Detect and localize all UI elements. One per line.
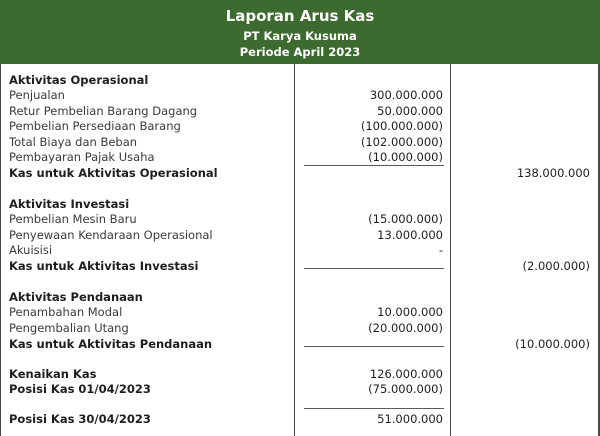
row-value: 50.000.000 bbox=[377, 104, 443, 118]
row-label: Akuisisi bbox=[9, 243, 53, 257]
row-label: Retur Pembelian Barang Dagang bbox=[9, 104, 198, 118]
summary-value: 51.000.000 bbox=[377, 412, 443, 426]
total-value: 138.000.000 bbox=[516, 166, 590, 180]
row-value: (102.000.000) bbox=[360, 135, 443, 149]
total-label: Kas untuk Aktivitas Investasi bbox=[9, 259, 199, 273]
row-value: (15.000.000) bbox=[368, 212, 443, 226]
total-row-pendanaan bbox=[0, 337, 600, 352]
table-row bbox=[0, 212, 600, 227]
posisi-kas-akhir-row bbox=[0, 412, 600, 427]
summary-label: Posisi Kas 30/04/2023 bbox=[9, 412, 151, 426]
row-label: Penyewaan Kendaraan Operasional bbox=[9, 228, 213, 242]
summary-label: Posisi Kas 01/04/2023 bbox=[9, 382, 151, 396]
row-value: (20.000.000) bbox=[368, 321, 443, 335]
row-value: (100.000.000) bbox=[360, 119, 443, 133]
row-value: 300.000.000 bbox=[369, 88, 443, 102]
total-value: (2.000.000) bbox=[522, 259, 590, 273]
table-row bbox=[0, 228, 600, 243]
table-row bbox=[0, 88, 600, 103]
row-label: Pembelian Mesin Baru bbox=[9, 212, 137, 226]
total-row-operasional bbox=[0, 166, 600, 181]
row-value: - bbox=[438, 243, 443, 257]
summary-label: Kenaikan Kas bbox=[9, 367, 97, 381]
table-row bbox=[0, 104, 600, 119]
report-title: Laporan Arus Kas bbox=[225, 7, 375, 25]
row-value: 10.000.000 bbox=[377, 305, 443, 319]
section-heading-label: Aktivitas Operasional bbox=[9, 73, 149, 87]
section-heading-label: Aktivitas Investasi bbox=[9, 197, 130, 211]
section-heading-operasional bbox=[0, 73, 600, 88]
summary-value: 126.000.000 bbox=[369, 367, 443, 381]
table-row bbox=[0, 321, 600, 336]
report-period: Periode April 2023 bbox=[239, 45, 361, 59]
total-row-investasi bbox=[0, 259, 600, 274]
table-row bbox=[0, 119, 600, 134]
row-label: Pembelian Persediaan Barang bbox=[9, 119, 181, 133]
total-label: Kas untuk Aktivitas Pendanaan bbox=[9, 337, 213, 351]
total-value: (10.000.000) bbox=[515, 337, 590, 351]
table-row bbox=[0, 135, 600, 150]
row-label: Pengembalian Utang bbox=[9, 321, 129, 335]
row-value: (10.000.000) bbox=[368, 150, 443, 164]
row-label: Penambahan Modal bbox=[9, 305, 123, 319]
table-row bbox=[0, 243, 600, 258]
summary-value: (75.000.000) bbox=[368, 382, 443, 396]
posisi-kas-awal-row bbox=[0, 382, 600, 397]
kenaikan-kas-row bbox=[0, 367, 600, 382]
row-label: Pembayaran Pajak Usaha bbox=[9, 150, 155, 164]
section-heading-pendanaan bbox=[0, 290, 600, 305]
report-header bbox=[0, 0, 600, 64]
table-row bbox=[0, 150, 600, 165]
section-heading-investasi bbox=[0, 197, 600, 212]
row-label: Total Biaya dan Beban bbox=[9, 135, 138, 149]
company-name: PT Karya Kusuma bbox=[243, 29, 357, 43]
table-row bbox=[0, 305, 600, 320]
section-heading-label: Aktivitas Pendanaan bbox=[9, 290, 143, 304]
row-value: 13.000.000 bbox=[377, 228, 443, 242]
subtotal-underline bbox=[304, 408, 444, 409]
row-label: Penjualan bbox=[9, 88, 65, 102]
total-label: Kas untuk Aktivitas Operasional bbox=[9, 166, 218, 180]
